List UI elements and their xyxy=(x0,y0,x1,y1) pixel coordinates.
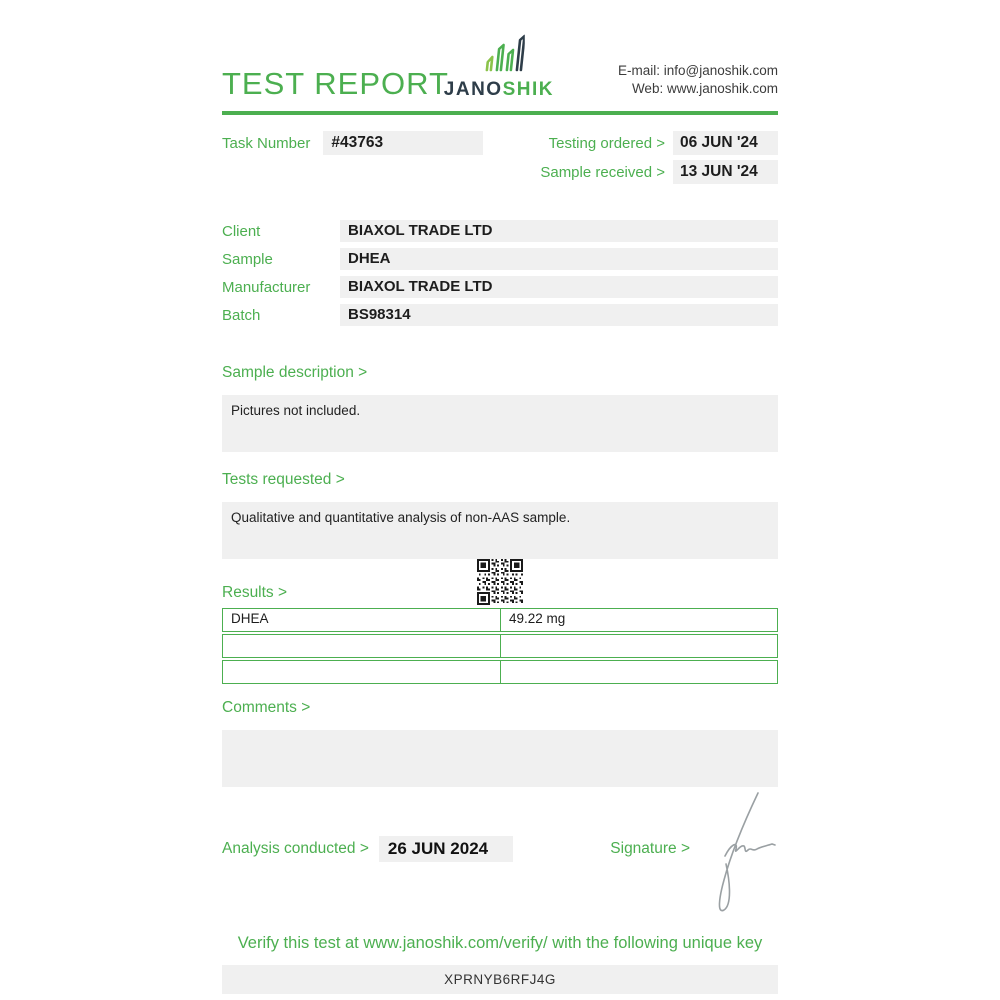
comments-box xyxy=(222,730,778,787)
manufacturer-value: BIAXOL TRADE LTD xyxy=(340,276,778,298)
verify-text: Verify this test at www.janoshik.com/verify/ with the following unique key xyxy=(237,934,763,952)
info-row-client xyxy=(222,220,778,242)
logo-wordmark xyxy=(444,79,554,101)
comments-heading: Comments > xyxy=(222,699,311,716)
results-table-row xyxy=(222,608,778,632)
result-name-cell: DHEA xyxy=(231,611,269,626)
manufacturer-label: Manufacturer xyxy=(222,278,311,296)
dates-block xyxy=(540,131,778,184)
unique-key-value: XPRNYB6RFJ4G xyxy=(222,965,778,994)
sample-received-label: Sample received > xyxy=(540,163,665,181)
sample-description-box: Pictures not included. xyxy=(222,395,778,452)
bar-chart-logo-icon xyxy=(473,60,525,77)
page-title: TEST REPORT xyxy=(222,66,449,101)
signature-scribble xyxy=(698,788,780,923)
client-value: BIAXOL TRADE LTD xyxy=(340,220,778,242)
batch-value: BS98314 xyxy=(340,304,778,326)
sample-received-value: 13 JUN '24 xyxy=(673,160,778,184)
result-value-cell: 49.22 mg xyxy=(500,609,777,631)
task-row xyxy=(222,131,778,184)
result-name-cell xyxy=(223,661,500,683)
results-table-row xyxy=(222,660,778,684)
analysis-row xyxy=(222,836,778,862)
contact-block xyxy=(618,62,778,98)
header xyxy=(222,33,778,108)
tests-requested-box: Qualitative and quantitative analysis of non-AAS sample. xyxy=(222,502,778,559)
results-table-row xyxy=(222,634,778,658)
analysis-conducted-value: 26 JUN 2024 xyxy=(379,836,513,862)
batch-label: Batch xyxy=(222,306,261,324)
logo-text-green: SHIK xyxy=(502,79,554,100)
header-divider xyxy=(222,111,778,115)
logo-text-dark: JANO xyxy=(443,79,503,100)
task-number-label: Task Number xyxy=(222,134,311,152)
sample-received-row xyxy=(540,160,778,184)
results-heading: Results > xyxy=(222,584,288,601)
janoshik-logo xyxy=(444,33,554,101)
info-row-manufacturer xyxy=(222,276,778,298)
qr-code-icon xyxy=(477,559,523,605)
contact-web: Web: www.janoshik.com xyxy=(631,81,778,97)
analysis-conducted-label: Analysis conducted > xyxy=(222,840,369,857)
info-row-sample xyxy=(222,248,778,270)
testing-ordered-label: Testing ordered > xyxy=(548,134,665,152)
result-value-cell xyxy=(500,635,777,657)
testing-ordered-row xyxy=(540,131,778,155)
testing-ordered-value: 06 JUN '24 xyxy=(673,131,778,155)
result-name-cell xyxy=(223,635,500,657)
info-block xyxy=(222,220,778,326)
sample-value: DHEA xyxy=(340,248,778,270)
results-header xyxy=(222,559,778,608)
client-label: Client xyxy=(222,222,261,240)
contact-email: E-mail: info@janoshik.com xyxy=(617,63,778,79)
sample-label: Sample xyxy=(222,250,273,268)
sample-description-heading: Sample description > xyxy=(222,364,368,381)
signature-label: Signature > xyxy=(610,840,690,857)
results-table xyxy=(222,608,778,684)
task-number-value: #43763 xyxy=(323,131,483,155)
info-row-batch xyxy=(222,304,778,326)
result-value-cell xyxy=(500,661,777,683)
tests-requested-heading: Tests requested > xyxy=(222,471,345,488)
